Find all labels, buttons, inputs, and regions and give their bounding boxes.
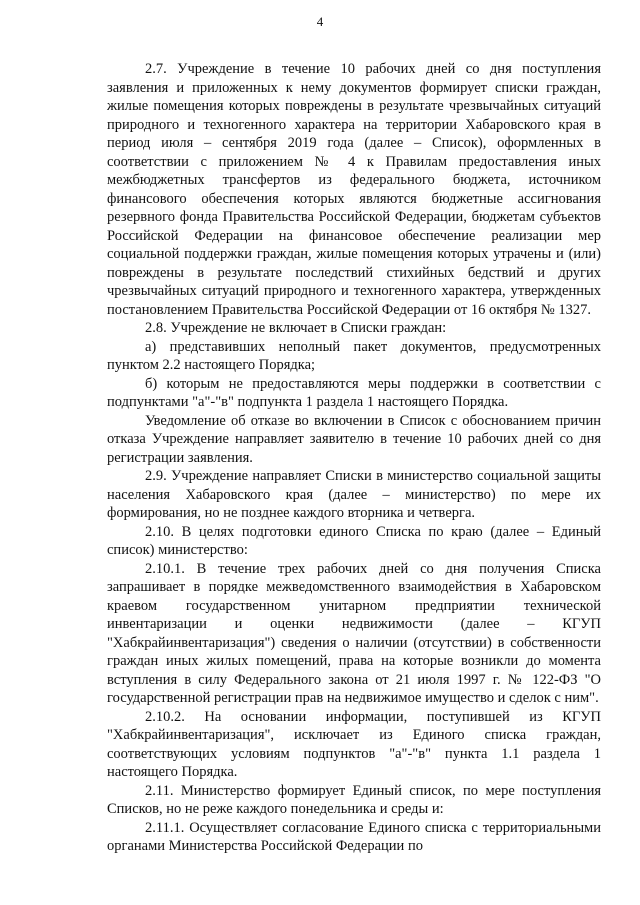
paragraph-2-11: 2.11. Министерство формирует Единый список, по мере поступления Списков, но не реже каждого понедельника и среды и:	[107, 782, 601, 817]
paragraph-refusal-notice: Уведомление об отказе во включении в Список с обоснованием причин отказа Учреждение направляет заявителю в течение 10 рабочих дней со дня регистрации заявления.	[107, 412, 601, 466]
paragraph-2-10: 2.10. В целях подготовки единого Списка по краю (далее – Единый список) министерство:	[107, 523, 601, 558]
paragraph-2-8-a: а) представивших неполный пакет документов, предусмотренных пунктом 2.2 настоящего Порядка;	[107, 338, 601, 373]
document-body	[107, 60, 601, 856]
paragraph-2-7: 2.7. Учреждение в течение 10 рабочих дней со дня поступления заявления и приложенных к нему документов формирует списки граждан, жилые помещения которых повреждены в результате чрезвычайных ситуаций природного и техногенного характера на территории Хабаровского края в период июля – сентября 2019 года (далее – Список), оформленных в соответствии с приложением № 4 к Правилам предоставления иных межбюджетных трансфертов из федерального бюджета, источником финансового обеспечения которых являются бюджетные ассигнования резервного фонда Правительства Российской Федерации, бюджетам субъектов Российской Федерации на финансовое обеспечение реализации мер социальной поддержки граждан, жилые помещения которых утрачены и (или) повреждены в результате последствий стихийных бедствий и других чрезвычайных ситуаций природного и техногенного характера, утвержденных постановлением Правительства Российской Федерации от 16 октября № 1327.	[107, 61, 601, 318]
paragraph-2-11-1: 2.11.1. Осуществляет согласование Единого списка с территориальными органами Министерства Российской Федерации по	[107, 819, 601, 854]
paragraph-2-10-1: 2.10.1. В течение трех рабочих дней со дня получения Списка запрашивает в порядке межведомственного взаимодействия в Хабаровском краевом государственном унитарном предприятии технической инвентаризации и оценки недвижимости (далее – КГУП "Хабкрайинвентаризация") сведения о наличии (отсутствии) в собственности граждан иных жилых помещений, права на которые возникли до момента вступления в силу Федерального закона от 21 июля 1997 г. № 122-ФЗ "О государственной регистрации прав на недвижимое имущество и сделок с ним".	[107, 560, 601, 706]
paragraph-2-10-2: 2.10.2. На основании информации, поступившей из КГУП "Хабкрайинвентаризация", исключает из Единого списка граждан, соответствующих условиям подпунктов "а"-"в" пункта 1.1 раздела 1 настоящего Порядка.	[107, 708, 601, 780]
paragraph-2-9: 2.9. Учреждение направляет Списки в министерство социальной защиты населения Хабаровского края (далее – министерство) по мере их формирования, но не позднее каждого вторника и четверга.	[107, 468, 601, 521]
page-number: 4	[316, 14, 324, 29]
paragraph-2-8-b: б) которым не предоставляются меры поддержки в соответствии с подпунктами "а"-"в" подпункта 1 раздела 1 настоящего Порядка.	[107, 375, 601, 410]
paragraph-2-8: 2.8. Учреждение не включает в Списки граждан:	[145, 320, 447, 336]
